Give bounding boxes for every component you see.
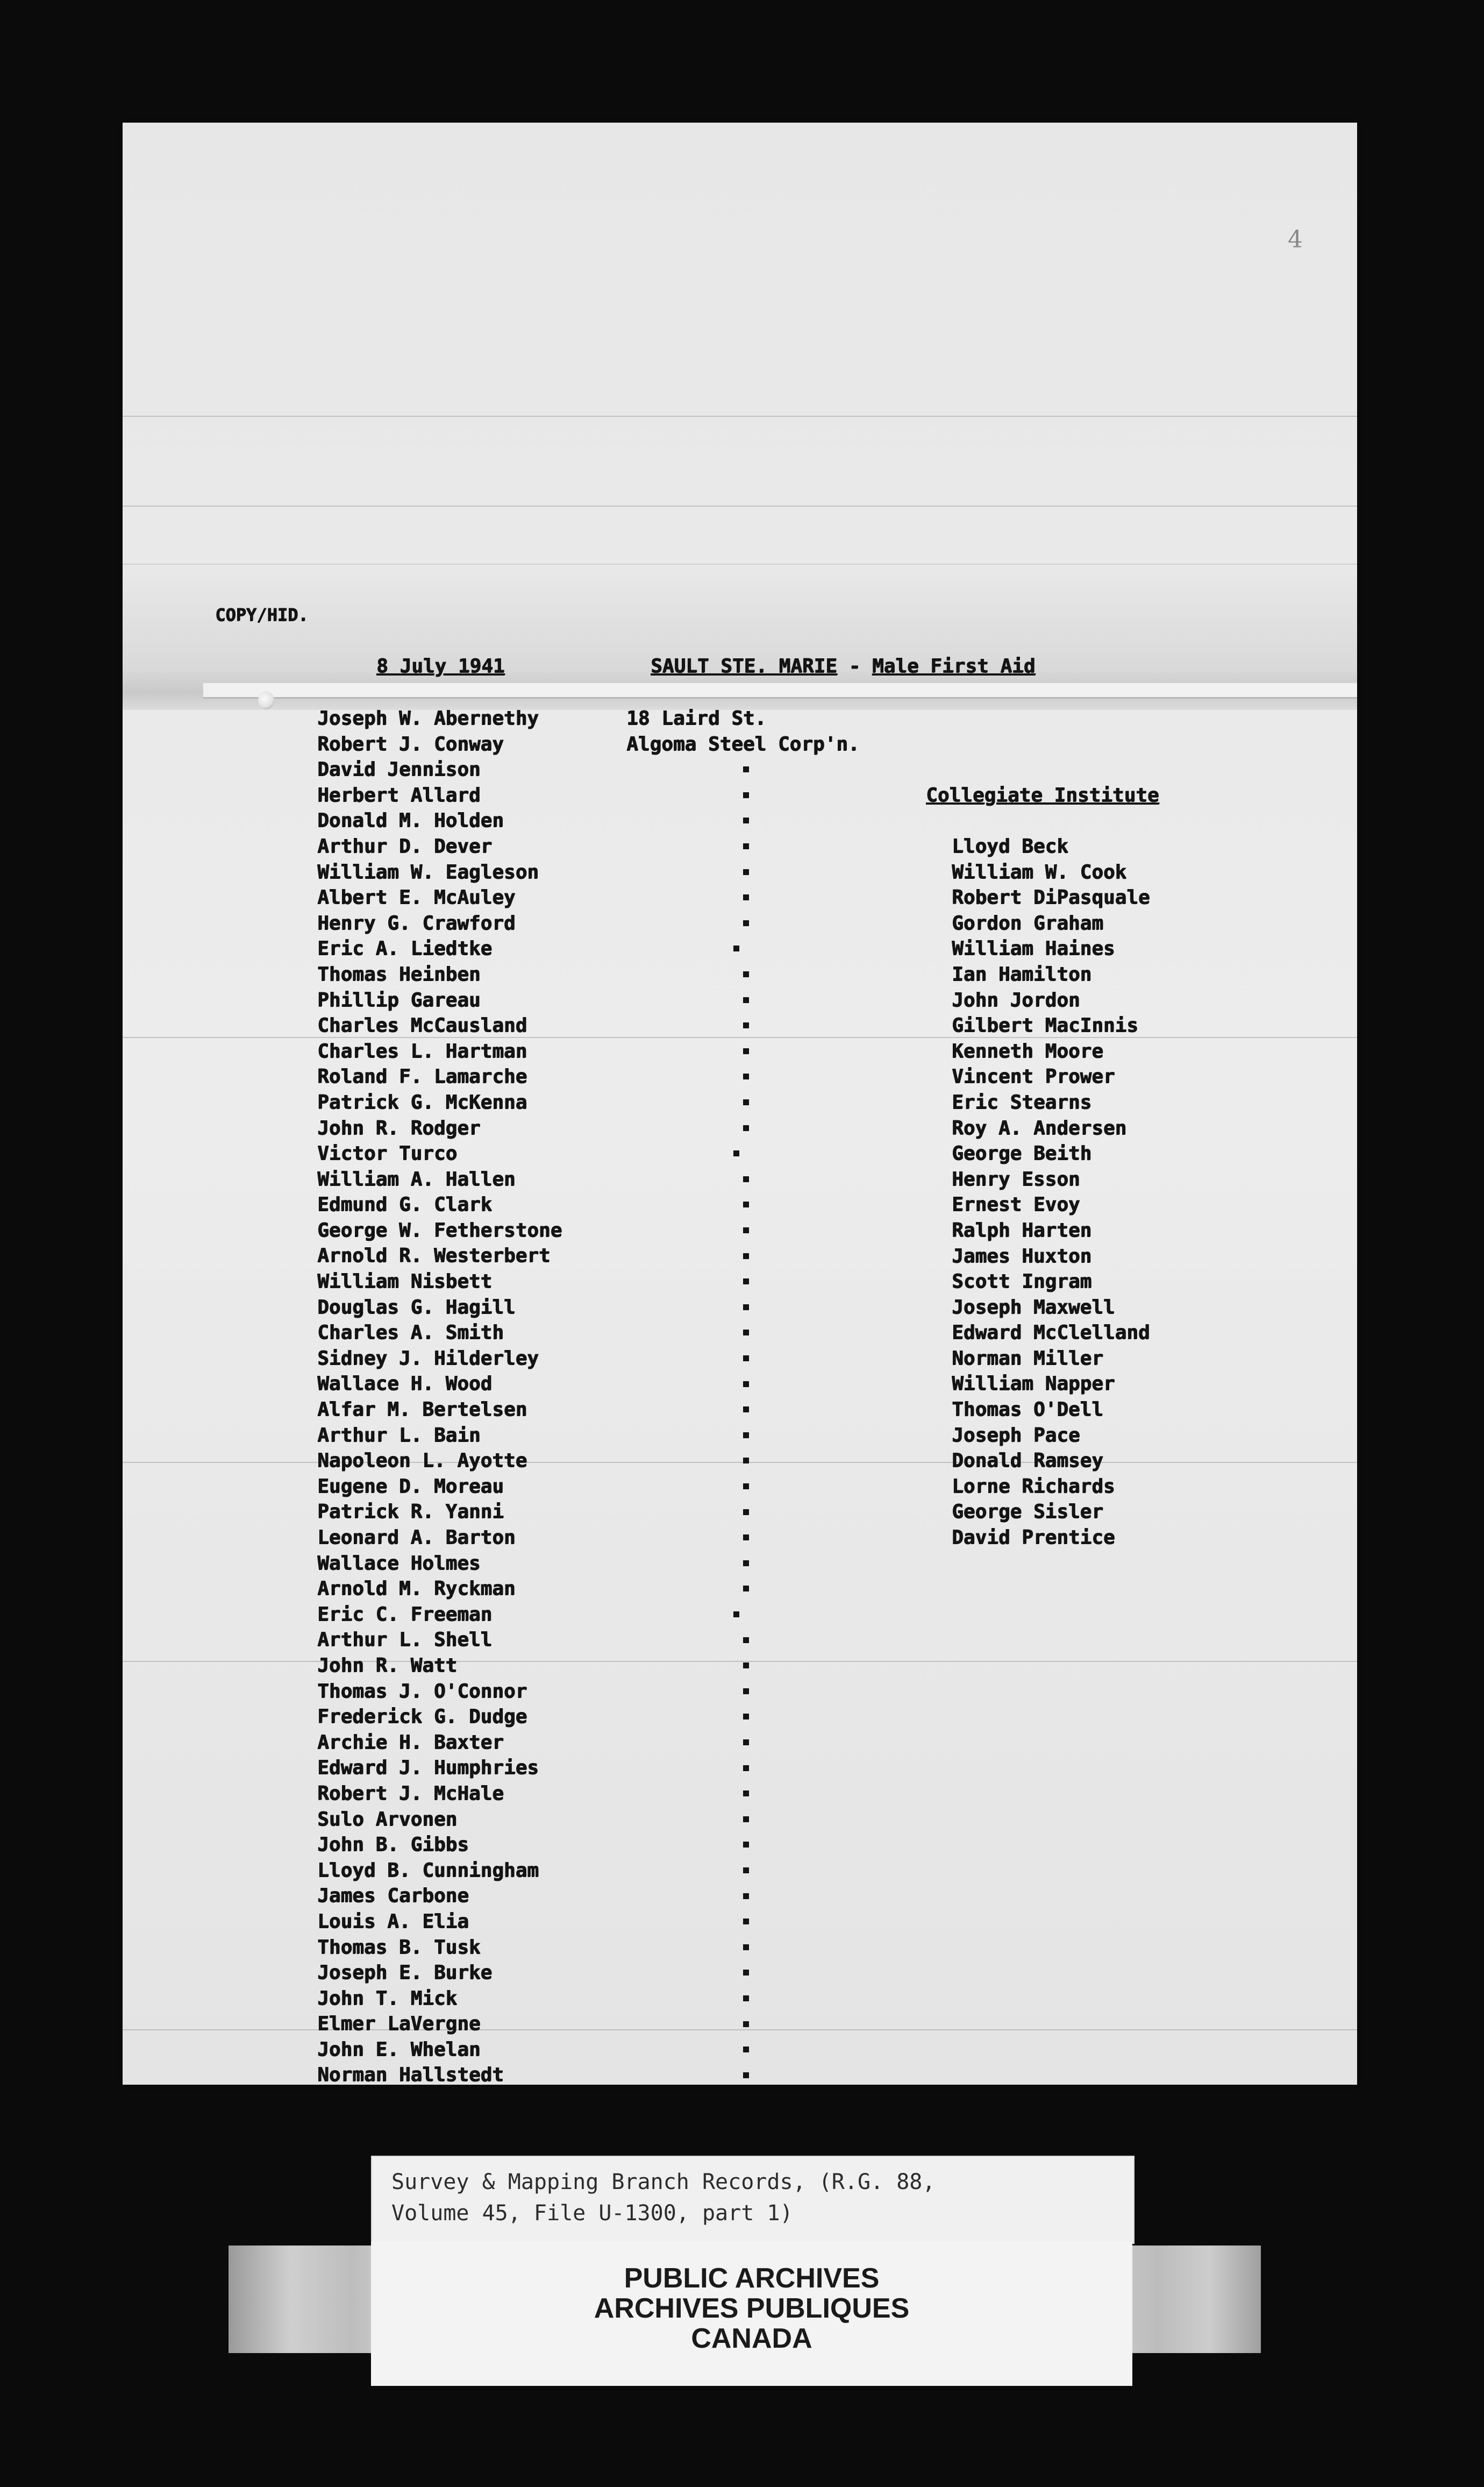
ditto-mark — [743, 1125, 749, 1131]
ditto-mark — [743, 1253, 749, 1259]
name-row: Wallace H. Wood — [317, 1373, 493, 1395]
school-name-row: David Prentice — [952, 1526, 1115, 1549]
fold-edge — [203, 683, 1357, 699]
address-column — [626, 706, 859, 757]
school-name-row: Gilbert MacInnis — [952, 1014, 1138, 1037]
school-name-row: Thomas O'Dell — [952, 1398, 1103, 1421]
school-name-row: Lorne Richards — [952, 1475, 1115, 1497]
ditto-mark — [743, 1739, 749, 1745]
ditto-mark — [743, 1381, 749, 1387]
name-row: Leonard A. Barton — [317, 1526, 516, 1548]
name-row: Herbert Allard — [317, 784, 481, 806]
name-row: Phillip Gareau — [317, 989, 481, 1011]
name-row: Archie H. Baxter — [317, 1731, 504, 1753]
title-course: Male First Aid — [872, 655, 1036, 677]
address-second: Algoma Steel Corp'n. — [626, 733, 860, 755]
ditto-mark — [743, 1022, 749, 1028]
name-row: Patrick G. McKenna — [317, 1091, 527, 1113]
ditto-mark — [743, 766, 749, 772]
ditto-mark — [743, 1227, 749, 1233]
ditto-mark — [743, 2021, 749, 2027]
name-row: Charles L. Hartman — [317, 1040, 527, 1062]
ditto-mark — [743, 1560, 749, 1566]
school-name-row: George Sisler — [952, 1501, 1103, 1523]
ruled-line — [123, 416, 1357, 417]
name-row: John E. Whelan — [317, 2038, 481, 2060]
ditto-mark — [743, 1970, 749, 1976]
name-row: Robert J. McHale — [317, 1782, 504, 1804]
school-name-row: James Huxton — [952, 1245, 1092, 1267]
school-name-row: John Jordon — [952, 989, 1080, 1011]
school-name-row: Ian Hamilton — [952, 963, 1092, 985]
ruled-line — [123, 506, 1357, 507]
school-name-row: Scott Ingram — [952, 1270, 1092, 1293]
punch-hole-mark — [258, 691, 274, 709]
ditto-mark — [743, 1714, 749, 1719]
name-row: Donald M. Holden — [317, 809, 504, 832]
name-row: William W. Eagleson — [317, 861, 539, 883]
name-row: Edward J. Humphries — [317, 1757, 539, 1779]
name-row: Sulo Arvonen — [317, 1808, 458, 1830]
name-row: Charles McCausland — [317, 1014, 527, 1037]
name-row: Joseph E. Burke — [317, 1962, 493, 1984]
names-column — [317, 706, 562, 2088]
school-name-row: Roy A. Andersen — [952, 1117, 1127, 1139]
name-row: John B. Gibbs — [317, 1834, 469, 1856]
name-row: Eugene D. Moreau — [317, 1475, 504, 1497]
school-name-row: Eric Stearns — [952, 1091, 1092, 1113]
ditto-mark — [743, 1330, 749, 1335]
ditto-mark — [743, 1483, 749, 1489]
school-heading: Collegiate Institute — [926, 784, 1159, 806]
name-row: William A. Hallen — [317, 1168, 516, 1190]
name-row: Thomas Heinben — [317, 963, 481, 985]
school-name-row: Robert DiPasquale — [952, 886, 1150, 909]
name-row: John T. Mick — [317, 1987, 458, 2009]
ditto-mark — [743, 1816, 749, 1822]
ditto-mark — [743, 1304, 749, 1310]
school-name-row: Ernest Evoy — [952, 1193, 1080, 1216]
school-names-column — [952, 834, 1150, 1551]
school-name-row: William Napper — [952, 1373, 1115, 1395]
document-date: 8 July 1941 — [376, 655, 505, 677]
school-name-row: Donald Ramsey — [952, 1449, 1103, 1472]
name-row: Victor Turco — [317, 1142, 458, 1165]
document-sheet — [123, 123, 1357, 2085]
ditto-mark — [743, 1202, 749, 1207]
ditto-mark — [743, 1918, 749, 1924]
ditto-mark — [743, 843, 749, 849]
name-row: Thomas B. Tusk — [317, 1936, 481, 1958]
name-row: Arthur L. Shell — [317, 1629, 493, 1651]
name-row: Arthur L. Bain — [317, 1424, 481, 1446]
ditto-mark — [743, 1074, 749, 1079]
name-row: Eric A. Liedtke — [317, 937, 493, 960]
name-row: Edmund G. Clark — [317, 1193, 493, 1216]
ditto-mark — [743, 1842, 749, 1848]
ditto-mark — [733, 1150, 739, 1156]
name-row: Alfar M. Bertelsen — [317, 1398, 527, 1421]
school-name-row: Edward McClelland — [952, 1321, 1150, 1344]
pencil-page-number: 4 — [1288, 226, 1303, 253]
ditto-mark — [743, 894, 749, 900]
address-first: 18 Laird St. — [626, 707, 767, 729]
name-row: John R. Watt — [317, 1654, 458, 1676]
school-name-row: Ralph Harten — [952, 1219, 1092, 1241]
ditto-mark — [743, 1944, 749, 1950]
stamp-line1: PUBLIC ARCHIVES — [624, 2263, 880, 2294]
copy-mark: COPY/HID. — [215, 605, 309, 625]
name-row: James Carbone — [317, 1885, 469, 1907]
name-row: William Nisbett — [317, 1270, 493, 1293]
school-name-row: Norman Miller — [952, 1347, 1103, 1369]
name-row: Wallace Holmes — [317, 1552, 481, 1574]
stamp-line2: ARCHIVES PUBLIQUES — [594, 2293, 910, 2324]
ditto-mark — [743, 1995, 749, 2001]
school-name-row: Gordon Graham — [952, 912, 1103, 934]
name-row: Eric C. Freeman — [317, 1603, 493, 1625]
name-row: Robert J. Conway — [317, 733, 504, 755]
ditto-mark — [743, 1406, 749, 1412]
stamp-text — [371, 2263, 1132, 2354]
ditto-mark — [743, 1867, 749, 1873]
ditto-mark — [743, 997, 749, 1003]
school-name-row: Henry Esson — [952, 1168, 1080, 1190]
name-row: Arnold M. Ryckman — [317, 1578, 516, 1600]
school-name-row: William Haines — [952, 937, 1115, 960]
ditto-mark — [743, 792, 749, 798]
name-row: John R. Rodger — [317, 1117, 481, 1139]
school-name-row: Kenneth Moore — [952, 1040, 1103, 1062]
ruled-line — [123, 1661, 1357, 1662]
name-row: Albert E. McAuley — [317, 886, 516, 909]
archive-label-text — [391, 2166, 935, 2229]
name-row: Arthur D. Dever — [317, 835, 493, 857]
archives-stamp — [371, 2242, 1132, 2386]
name-row: Louis A. Elia — [317, 1910, 469, 1932]
ditto-mark — [743, 1662, 749, 1668]
ditto-mark — [743, 1432, 749, 1438]
name-row: Henry G. Crawford — [317, 912, 516, 934]
ditto-mark — [743, 1278, 749, 1284]
name-row: Lloyd B. Cunningham — [317, 1859, 539, 1881]
ditto-mark — [743, 1176, 749, 1182]
ditto-mark — [743, 1586, 749, 1591]
school-name-row: Vincent Prower — [952, 1065, 1115, 1088]
name-row: Elmer LaVergne — [317, 2013, 481, 2035]
name-row: Frederick G. Dudge — [317, 1706, 527, 1728]
name-row: David Jennison — [317, 758, 481, 781]
ditto-mark — [743, 1099, 749, 1105]
archive-label-line2: Volume 45, File U-1300, part 1) — [391, 2201, 793, 2226]
ditto-mark — [743, 1458, 749, 1463]
title-location: SAULT STE. MARIE — [651, 655, 837, 677]
school-name-row: Lloyd Beck — [952, 835, 1068, 857]
school-name-row: Joseph Maxwell — [952, 1296, 1115, 1318]
title-separator: - — [837, 655, 872, 677]
name-row: Charles A. Smith — [317, 1321, 504, 1344]
ditto-mark — [733, 1611, 739, 1617]
ditto-mark — [743, 2047, 749, 2052]
school-name-row: William W. Cook — [952, 861, 1127, 883]
ditto-mark — [743, 869, 749, 875]
ditto-mark — [743, 1355, 749, 1361]
name-row: Patrick R. Yanni — [317, 1501, 504, 1523]
ruled-line — [123, 2029, 1357, 2030]
name-row: George W. Fetherstone — [317, 1219, 562, 1241]
name-row: Douglas G. Hagill — [317, 1296, 516, 1318]
name-row: Norman Hallstedt — [317, 2064, 504, 2086]
ditto-mark — [743, 1893, 749, 1899]
ditto-mark — [743, 920, 749, 926]
name-row: Arnold R. Westerbert — [317, 1245, 551, 1267]
ditto-mark — [743, 1534, 749, 1540]
name-row: Roland F. Lamarche — [317, 1065, 527, 1088]
ditto-mark — [743, 1509, 749, 1515]
name-row: Thomas J. O'Connor — [317, 1680, 527, 1702]
ditto-mark — [733, 946, 739, 951]
ditto-mark — [743, 2072, 749, 2078]
ditto-mark — [743, 971, 749, 977]
ditto-mark — [743, 1765, 749, 1771]
school-name-row: George Beith — [952, 1142, 1092, 1165]
name-row: Joseph W. Abernethy — [317, 707, 539, 729]
ditto-mark — [743, 1688, 749, 1694]
ruled-line — [123, 1037, 1357, 1038]
archive-label-line1: Survey & Mapping Branch Records, (R.G. 88, — [391, 2170, 936, 2194]
school-name-row: Joseph Pace — [952, 1424, 1080, 1446]
archive-label — [371, 2156, 1135, 2244]
ditto-mark — [743, 818, 749, 823]
ditto-mark — [743, 1637, 749, 1643]
ditto-mark — [743, 1790, 749, 1796]
ditto-mark — [743, 1048, 749, 1054]
ruled-line — [123, 1462, 1357, 1463]
name-row: Napoleon L. Ayotte — [317, 1449, 527, 1472]
stamp-line3: CANADA — [691, 2323, 812, 2354]
document-title — [651, 653, 1035, 679]
name-row: Sidney J. Hilderley — [317, 1347, 539, 1369]
